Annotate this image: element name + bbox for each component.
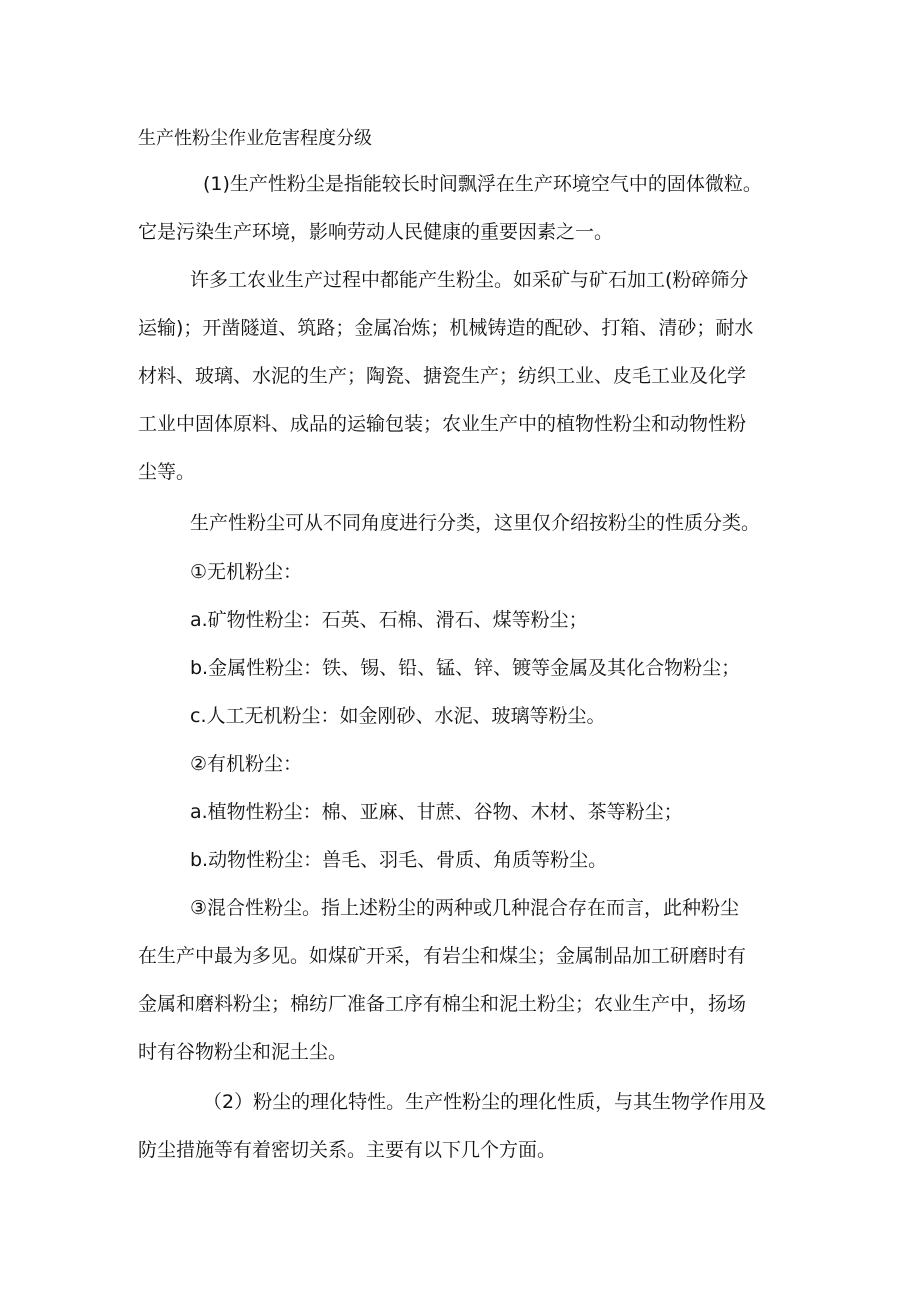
paragraph-line: ②有机粉尘：	[190, 753, 303, 775]
paragraph-line: (1)生产性粉尘是指能较长时间飘浮在生产环境空气中的固体微粒。	[203, 173, 762, 195]
document-title: 生产性粉尘作业危害程度分级	[138, 128, 372, 149]
paragraph-line: c.人工无机粉尘：如金刚砂、水泥、玻璃等粉尘。	[190, 705, 606, 727]
paragraph-line: 在生产中最为多见。如煤矿开采，有岩尘和煤尘；金属制品加工研磨时有	[138, 945, 747, 967]
paragraph-line: 防尘措施等有着密切关系。主要有以下几个方面。	[138, 1139, 557, 1161]
paragraph-line: a.植物性粉尘：棉、亚麻、甘蔗、谷物、木材、茶等粉尘；	[190, 801, 683, 823]
paragraph-line: a.矿物性粉尘：石英、石棉、滑石、煤等粉尘；	[190, 609, 588, 631]
paragraph-line: ①无机粉尘：	[190, 561, 303, 583]
paragraph-line: 工业中固体原料、成品的运输包装；农业生产中的植物性粉尘和动物性粉	[138, 413, 747, 435]
paragraph-line: 金属和磨料粉尘；棉纺厂准备工序有棉尘和泥土粉尘；农业生产中，扬场	[138, 993, 747, 1015]
paragraph-line: ③混合性粉尘。指上述粉尘的两种或几种混合存在而言，此种粉尘	[190, 897, 740, 919]
paragraph-line: 许多工农业生产过程中都能产生粉尘。如采矿与矿石加工(粉碎筛分	[190, 269, 749, 291]
paragraph-line: b.动物性粉尘：兽毛、羽毛、骨质、角质等粉尘。	[190, 849, 608, 871]
paragraph-line: 它是污染生产环境，影响劳动人民健康的重要因素之一。	[138, 221, 614, 243]
paragraph-line: 材料、玻璃、水泥的生产；陶瓷、搪瓷生产；纺织工业、皮毛工业及化学	[138, 365, 747, 387]
paragraph-line: 尘等。	[138, 461, 196, 483]
paragraph-line: 运输)；开凿隧道、筑路；金属冶炼；机械铸造的配砂、打箱、清砂；耐水	[138, 317, 754, 339]
paragraph-line: 时有谷物粉尘和泥土尘。	[138, 1041, 348, 1063]
paragraph-line: 生产性粉尘可从不同角度进行分类，这里仅介绍按粉尘的性质分类。	[190, 512, 761, 534]
paragraph-line: （2）粉尘的理化特性。生产性粉尘的理化性质，与其生物学作用及	[203, 1091, 767, 1113]
paragraph-line: b.金属性粉尘：铁、锡、铅、锰、锌、镀等金属及其化合物粉尘；	[190, 657, 741, 679]
